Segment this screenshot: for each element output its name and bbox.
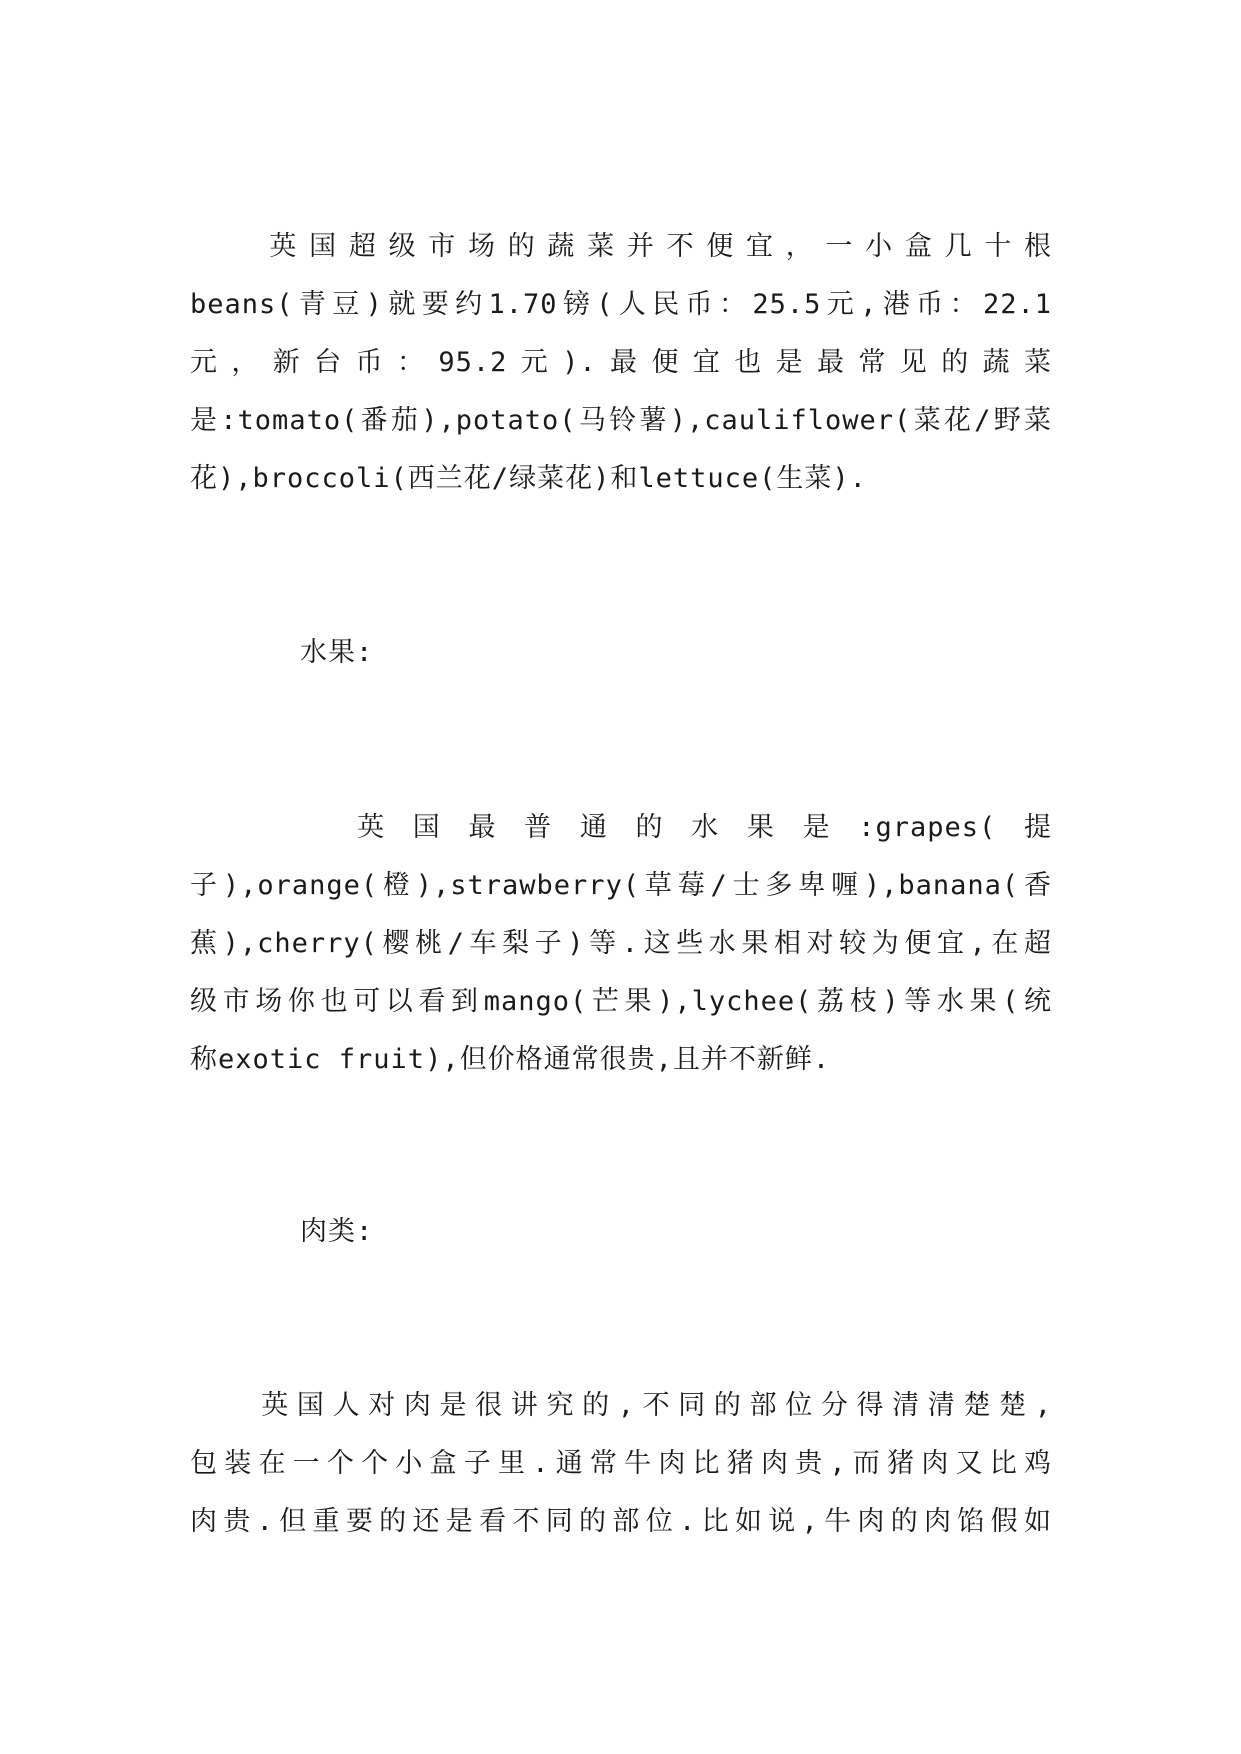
text-line: 元，新台币：95.2元).最便宜也是最常见的蔬菜 — [190, 347, 1052, 378]
text-line: 级市场你也可以看到mango(芒果),lychee(荔枝)等水果(统 — [190, 986, 1052, 1017]
text-line: 蕉),cherry(樱桃/车梨子)等.这些水果相对较为便宜,在超 — [190, 928, 1052, 959]
text-line: 肉贵.但重要的还是看不同的部位.比如说,牛肉的肉馅假如 — [190, 1506, 1052, 1537]
meat-paragraph — [190, 1377, 1052, 1551]
fruit-paragraph — [190, 799, 1052, 1089]
vegetables-paragraph — [190, 218, 1052, 508]
text-line: 包装在一个个小盒子里.通常牛肉比猪肉贵,而猪肉又比鸡 — [190, 1448, 1052, 1479]
text-line: beans(青豆)就要约1.70镑(人民币：25.5元,港币：22.1 — [190, 289, 1052, 320]
text-line: 是:tomato(番茄),potato(马铃薯),cauliflower(菜花/野菜 — [190, 405, 1052, 436]
text-line: 英国超级市场的蔬菜并不便宜，一小盒几十根 — [190, 231, 1052, 262]
fruit-heading: 水果: — [300, 637, 374, 668]
text-line: 称exotic fruit),但价格通常很贵,且并不新鲜. — [190, 1044, 831, 1075]
meat-heading: 肉类: — [300, 1216, 374, 1247]
text-line: 子),orange(橙),strawberry(草莓/士多卑喱),banana(香 — [190, 870, 1052, 901]
text-line: 英国人对肉是很讲究的,不同的部位分得清清楚楚, — [190, 1390, 1052, 1421]
text-line: 花),broccoli(西兰花/绿菜花)和lettuce(生菜). — [190, 463, 867, 494]
text-line: 英国最普通的水果是:grapes(提 — [190, 812, 1052, 843]
